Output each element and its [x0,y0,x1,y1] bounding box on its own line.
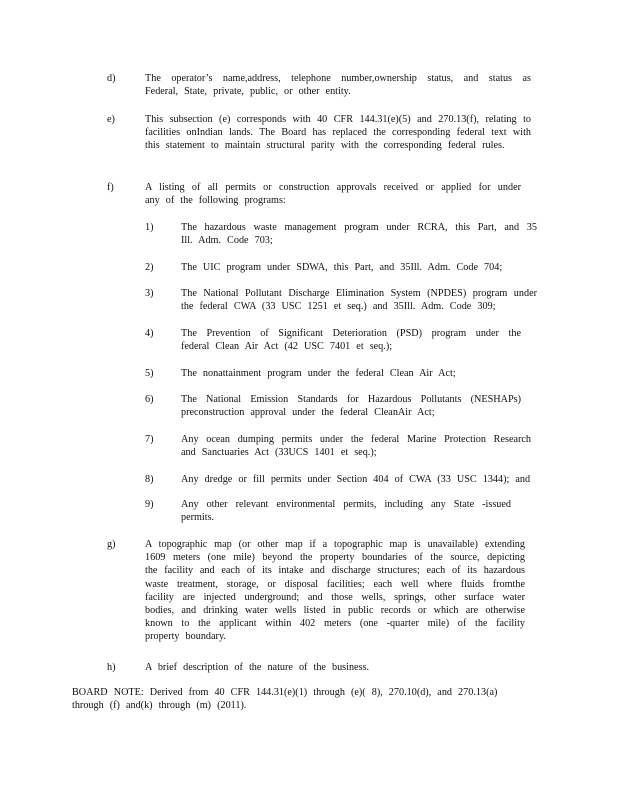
subitem-label: 2) [145,262,154,273]
subitem-label: 1) [145,222,154,233]
subitem-text: The UIC program under SDWA, this Part, and 35Ill. Adm. Code 704; [181,262,503,273]
item-label: h) [107,662,116,673]
item-label: f) [107,182,114,193]
item-text: A brief description of the nature of the business. [145,662,370,673]
subitem-label: 3) [145,288,154,299]
subitem-text: Any ocean dumping permits under the federal Marine Protection Research and Sanctuaries Act (33UCS 1401 et seq.); [181,434,531,459]
subitem-text: The hazardous waste management program under RCRA, this Part, and 35 Ill. Adm. Code 703; [181,222,537,247]
subitem-label: 6) [145,394,154,405]
item-text: This subsection (e) corresponds with 40 CFR 144.31(e)(5) and 270.13(f), relating to facilities onIndian lands. The Board has replaced the corresponding federal text with this statement to maintain structural parity with the corresponding federal rules. [145,114,531,152]
subitem-text: The nonattainment program under the federal Clean Air Act; [181,368,456,379]
subitem-text: The National Pollutant Discharge Elimination System (NPDES) program under the federal CWA (33 USC 1251 et seq.) and 35Ill. Adm. Code 309; [181,288,537,313]
subitem-label: 5) [145,368,154,379]
subitem-label: 9) [145,499,154,510]
subitem-label: 7) [145,434,154,445]
subitem-label: 4) [145,328,154,339]
subitem-text: Any other relevant environmental permits, including any State -issued permits. [181,499,511,524]
item-label: e) [107,114,115,125]
item-text: The operator’s name,address, telephone number,ownership status, and status as Federal, State, private, public, or other entity. [145,73,531,98]
subitem-text: Any dredge or fill permits under Section 404 of CWA (33 USC 1344); and [181,474,531,485]
board-note: BOARD NOTE: Derived from 40 CFR 144.31(e)(1) through (e)( 8), 270.10(d), and 270.13(a) through (f) and(k) through (m) (2011). [72,687,498,712]
item-label: d) [107,73,116,84]
subitem-label: 8) [145,474,154,485]
item-text: A listing of all permits or construction approvals received or applied for under any of the following programs: [145,182,521,207]
subitem-text: The Prevention of Significant Deterioration (PSD) program under the federal Clean Air Act (42 USC 7401 et seq.); [181,328,521,353]
subitem-text: The National Emission Standards for Hazardous Pollutants (NESHAPs) preconstruction approval under the federal CleanAir Act; [181,394,521,419]
item-text: A topographic map (or other map if a topographic map is unavailable) extending 1609 meters (one mile) beyond the property boundaries of the source, depicting the facility and each of its intake and discharge structures; each of its hazardous waste treatment, storage, or disposal facilities; each well where fluids fromthe facility are injected underground; and those wells, springs, other surface water bodies, and drinking water wells listed in public records or which are otherwise known to the applicant within 402 meters (one -quarter mile) of the facility property boundary. [145,539,525,643]
item-label: g) [107,539,116,550]
